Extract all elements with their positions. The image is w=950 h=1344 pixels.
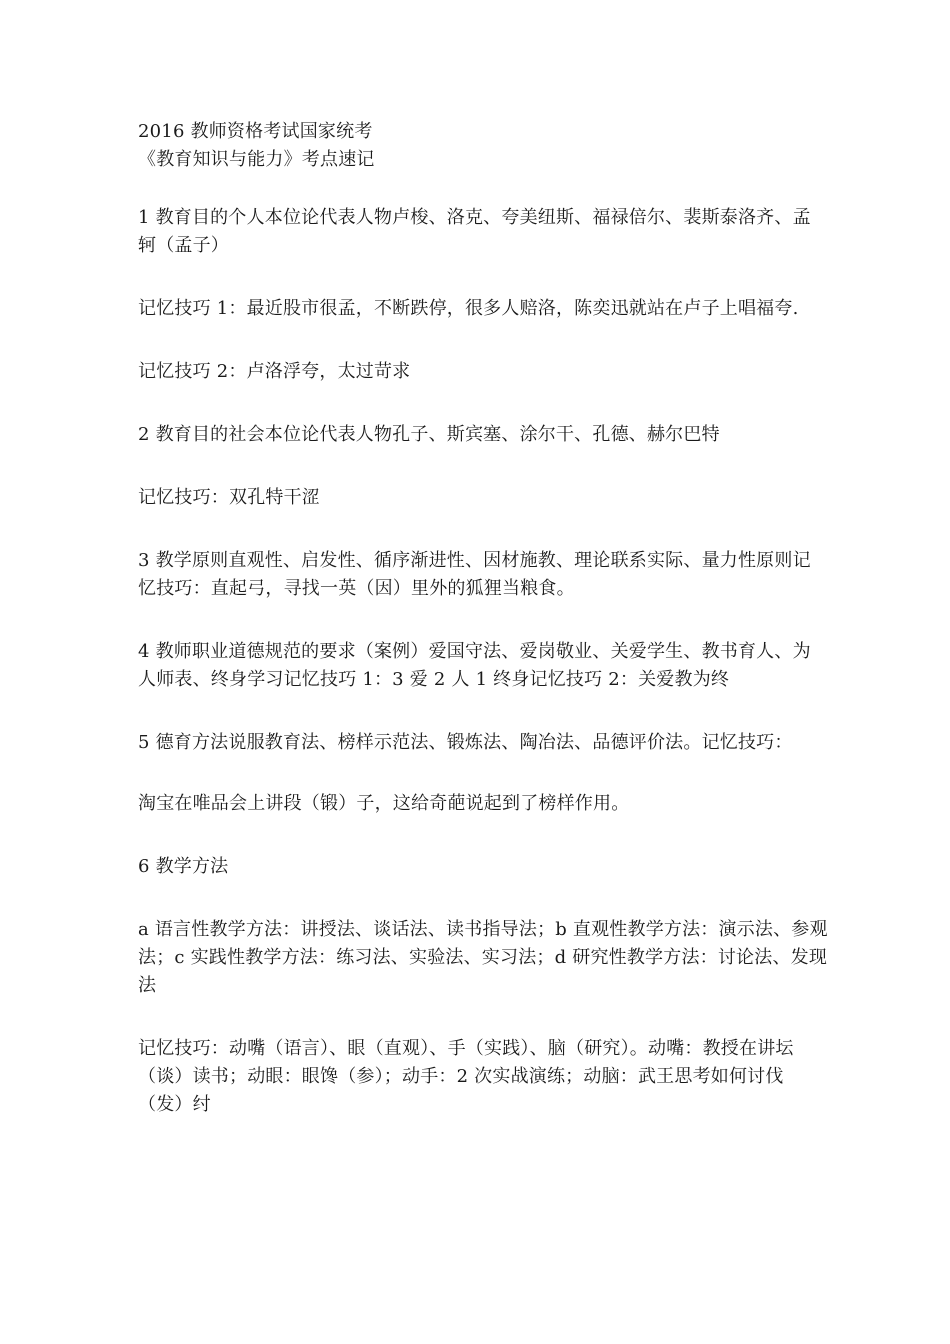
paragraph-12: 记忆技巧：动嘴（语言）、眼（直观）、手（实践）、脑（研究）。动嘴：教授在讲坛（谈）读书；动眼：眼馋（参）；动手：2 次实战演练；动脑：武王思考如何讨伐（发）纣	[138, 1038, 794, 1115]
paragraph-7: 4 教师职业道德规范的要求（案例）爱国守法、爱岗敬业、关爱学生、教书育人、为人师表、终身学习记忆技巧 1：3 爱 2 人 1 终身记忆技巧 2：关爱教为终	[138, 641, 811, 690]
document-title: 2016 教师资格考试国家统考	[138, 121, 373, 142]
paragraph-2: 记忆技巧 1：最近股市很孟，不断跌停，很多人赔洛，陈奕迅就站在卢子上唱福夸.	[138, 298, 799, 319]
document-subtitle: 《教育知识与能力》考点速记	[138, 149, 375, 170]
paragraph-11: a 语言性教学方法：讲授法、谈话法、读书指导法；b 直观性教学方法：演示法、参观法；c 实践性教学方法：练习法、实验法、实习法；d 研究性教学方法：讨论法、发现法	[138, 919, 828, 996]
paragraph-5: 记忆技巧：双孔特干涩	[138, 487, 320, 508]
paragraph-8: 5 德育方法说服教育法、榜样示范法、锻炼法、陶冶法、品德评价法。记忆技巧：	[138, 732, 793, 753]
paragraph-1: 1 教育目的个人本位论代表人物卢梭、洛克、夸美纽斯、福禄倍尔、裴斯泰洛齐、孟轲（孟子）	[138, 207, 811, 256]
paragraph-10: 6 教学方法	[138, 856, 229, 877]
paragraph-4: 2 教育目的社会本位论代表人物孔子、斯宾塞、涂尔干、孔德、赫尔巴特	[138, 424, 720, 445]
document-body	[138, 118, 828, 1154]
paragraph-6: 3 教学原则直观性、启发性、循序渐进性、因材施教、理论联系实际、量力性原则记忆技巧：直起弓，寻找一英（因）里外的狐狸当粮食。	[138, 550, 811, 599]
paragraph-9: 淘宝在唯品会上讲段（锻）子，这给奇葩说起到了榜样作用。	[138, 793, 630, 814]
paragraph-3: 记忆技巧 2：卢洛浮夸，太过苛求	[138, 361, 411, 382]
